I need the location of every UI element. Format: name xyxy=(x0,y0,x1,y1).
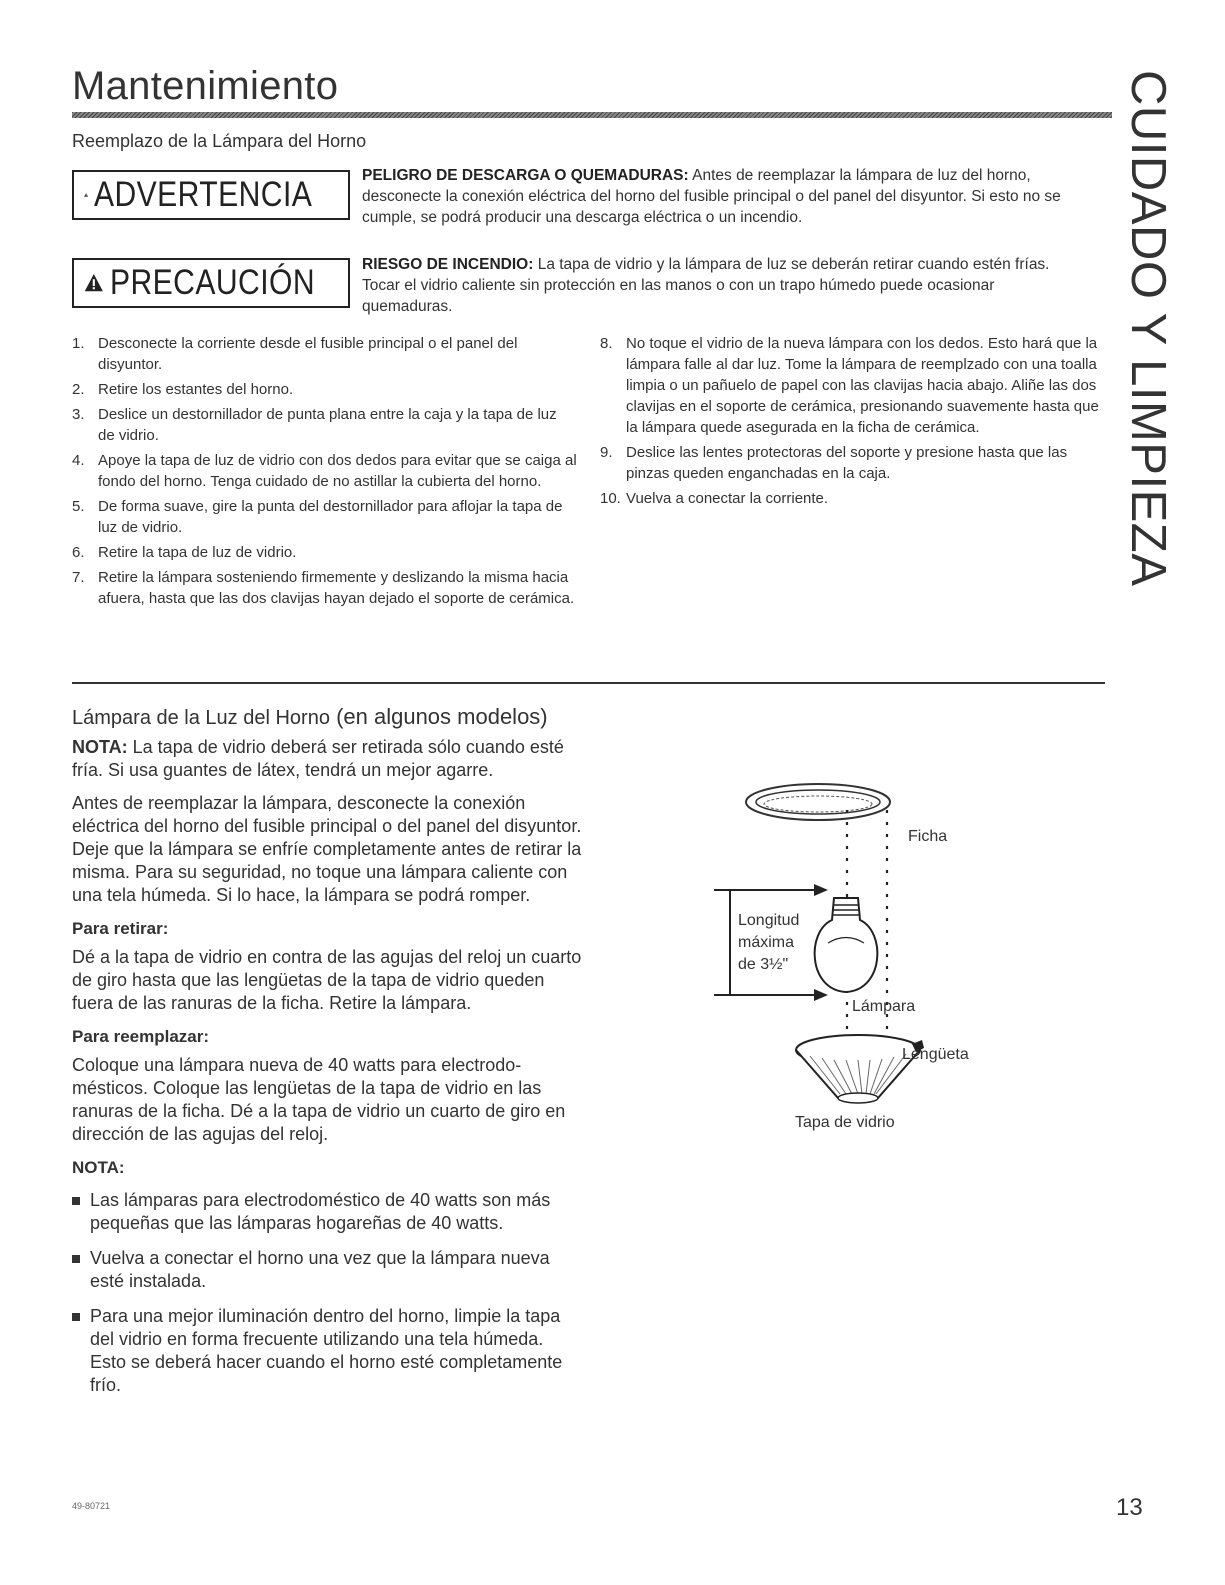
remove-paragraph: Dé a la tapa de vidrio en contra de las agujas del reloj un cuarto de giro hasta que las lengüetas de la tapa de vidrio queden fuera de las ranuras de la ficha. Retire la lámpara. xyxy=(72,947,582,1013)
step-item: 8. No toque el vidrio de la nueva lámpara con los dedos. Esto hará que la lámpara falle al dar luz. Tome la lámpara de reemplzado con una toalla limpia o un pañuelo de papel con las clavijas hacia abajo. Aliñe las dos clavijas en el soporte de cerámica, presionando suavemente hasta que la lámpara quede asegurada en la ficha de cerámica. xyxy=(600,335,1099,436)
ficha-label: Ficha xyxy=(908,828,948,845)
caution-box xyxy=(72,258,350,308)
warning-box xyxy=(72,170,350,220)
side-tab xyxy=(1121,70,1175,587)
section-divider xyxy=(72,682,1105,684)
side-tab-label: CUIDADO Y LIMPIEZA xyxy=(1121,70,1175,587)
warning-triangle-icon xyxy=(84,182,88,208)
step-item: 9. Deslice las lentes protectoras del soporte y presione hasta que las pinzas queden enganchadas en la caja. xyxy=(600,444,1068,482)
document-code: 49-80721 xyxy=(72,1501,111,1511)
replace-heading: Para reemplazar: xyxy=(72,1027,210,1046)
step-item: 7. Retire la lámpara sosteniendo firmemente y deslizando la misma hacia afuera, hasta que las dos clavijas hayan dejado el soporte de cerámica. xyxy=(72,569,575,607)
lampara-label: Lámpara xyxy=(852,998,916,1015)
remove-heading: Para retirar: xyxy=(72,919,169,938)
list-item: Para una mejor iluminación dentro del horno, limpie la tapa del vidrio en forma frecuente utilizando una tela húmeda. Esto se deberá hacer cuando el horno esté completamente frío. xyxy=(72,1305,582,1397)
warning-body: Antes de reemplazar la lámpara de luz del horno, desconecte la conexión eléctrica del horno del fusible principal o del panel del disyuntor. Si esto no se cumple, se podrá producir una descarga eléctrica o un incendio. xyxy=(362,167,1061,226)
lamp-diagram xyxy=(700,760,1000,1150)
caution-triangle-icon xyxy=(84,270,104,296)
nota2-heading: NOTA: xyxy=(72,1158,125,1177)
warning-label: ADVERTENCIA xyxy=(94,175,313,214)
step-item: 4. Apoye la tapa de luz de vidrio con dos dedos para evitar que se caiga al fondo del horno. Tenga cuidado de no astillar la cubierta del horno. xyxy=(72,452,577,490)
replacement-heading: Reemplazo de la Lámpara del Horno xyxy=(72,131,367,151)
tapa-label: Tapa de vidrio xyxy=(795,1114,895,1131)
steps-right xyxy=(600,333,1105,513)
list-item: Las lámparas para electrodoméstico de 40 watts son más pequeñas que las lámparas hogareñas de 40 watts. xyxy=(72,1189,582,1235)
replace-paragraph: Coloque una lámpara nueva de 40 watts para electrodo-mésticos. Coloque las lengüetas de la tapa de vidrio en las ranuras de la ficha. Dé a la tapa de vidrio un cuarto de giro en dirección de las agujas del reloj. xyxy=(72,1055,566,1144)
step-item: 3. Deslice un destornillador de punta plana entre la caja y la tapa de luz de vidrio. xyxy=(72,406,557,444)
lengueta-label: Lengüeta xyxy=(902,1046,969,1063)
oven-light-heading: Lámpara de la Luz del Horno (en algunos modelos) xyxy=(72,704,548,729)
step-item: 2. Retire los estantes del horno. xyxy=(72,381,294,398)
intro-paragraph: Antes de reemplazar la lámpara, desconecte la conexión eléctrica del horno del fusible principal o del panel del disyuntor. Deje que la lámpara se enfríe completamente antes de retirar la misma. Para su seguridad, no toque una lámpara caliente con una tela húmeda. Si lo hace, la lámpara se podrá romper. xyxy=(72,793,582,905)
caution-body: La tapa de vidrio y la lámpara de luz se deberán retirar cuando estén frías. Tocar el vidrio caliente sin protección en las manos o con un trapo húmedo puede ocasionar quemaduras. xyxy=(362,256,1050,315)
step-item: 6. Retire la tapa de luz de vidrio. xyxy=(72,544,297,561)
step-item: 5. De forma suave, gire la punta del destornillador para aflojar la tapa de luz de vidrio. xyxy=(72,498,563,536)
steps-left xyxy=(72,333,577,613)
page-number: 13 xyxy=(1116,1494,1143,1521)
title-rule xyxy=(72,112,1112,118)
step-item: 1. Desconecte la corriente desde el fusible principal o el panel del disyuntor. xyxy=(72,335,518,373)
step-item: 10. Vuelva a conectar la corriente. xyxy=(600,490,829,507)
page-title: Mantenimiento xyxy=(72,64,339,108)
warning-lead: PELIGRO DE DESCARGA O QUEMADURAS: xyxy=(362,167,689,184)
length-label: Longitud máxima de 3½" xyxy=(738,912,800,973)
nota-paragraph: NOTA: La tapa de vidrio deberá ser retirada sólo cuando esté fría. Si usa guantes de látex, tendrá un mejor agarre. xyxy=(72,737,564,780)
caution-label: PRECAUCIÓN xyxy=(109,263,315,302)
caution-lead: RIESGO DE INCENDIO: xyxy=(362,256,534,273)
oven-light-section xyxy=(72,705,582,1409)
caution-text xyxy=(362,254,1082,317)
warning-text xyxy=(362,165,1082,228)
list-item: Vuelva a conectar el horno una vez que la lámpara nueva esté instalada. xyxy=(72,1247,582,1293)
